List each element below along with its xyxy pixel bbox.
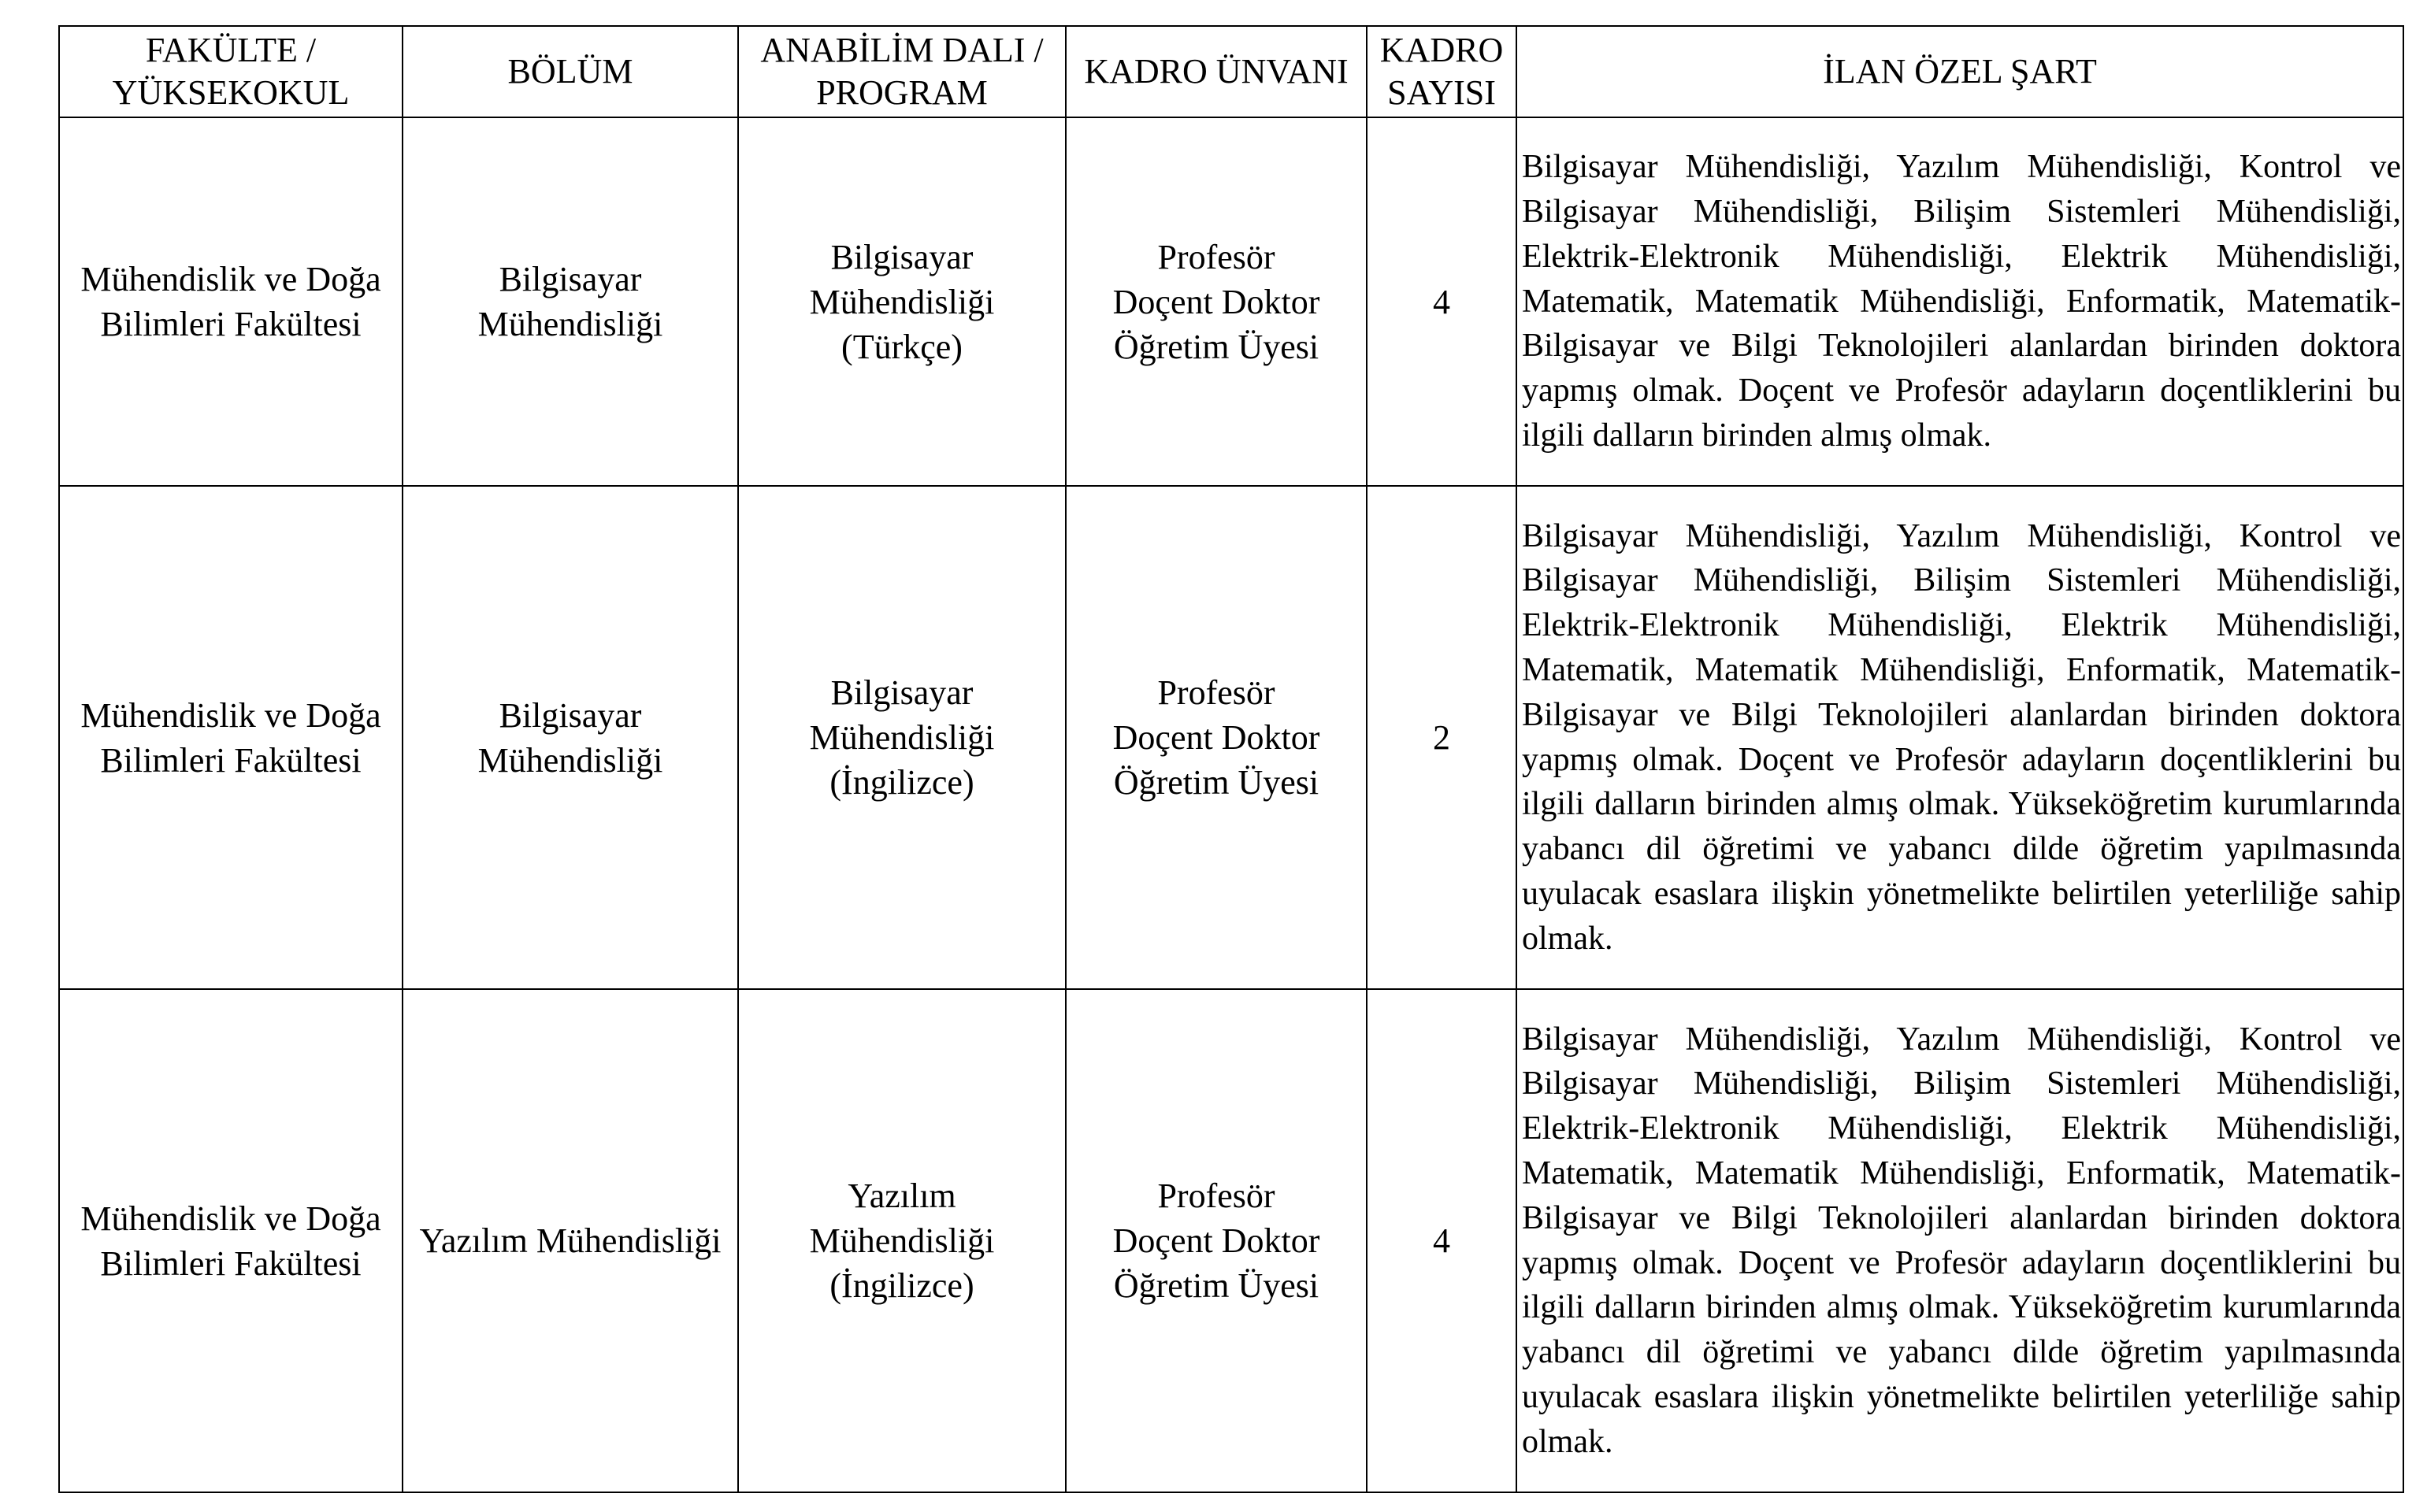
cell-line: (İngilizce) (829, 763, 974, 802)
header-anabilim-line: PROGRAM (816, 73, 988, 112)
header-fakulte (59, 26, 403, 117)
cell-line: Bilimleri Fakültesi (100, 305, 362, 343)
cell-line: Mühendisliği (809, 1221, 995, 1260)
cell-ilan-ozel-sart: Bilgisayar Mühendisliği, Yazılım Mühendisliği, Kontrol ve Bilgisayar Mühendisliği, Bilişim Sistemleri Mühendisliği, Elektrik-Elektronik Mühendisliği, Elektrik Mühendisliği, Matematik, Matematik Mühendisliği, Enformatik, Matematik-Bilgisayar ve Bilgi Teknolojileri alanlardan birinden doktora yapmış olmak. Doçent ve Profesör adayların doçentliklerini bu ilgili dalların birinden almış olmak. Yükseköğretim kurumlarında yabancı dil öğretimi ve yabancı dilde öğretim yapılmasında uyulacak esaslara ilişkin yönetmelikte belirtilen yeterliliğe sahip olmak. (1516, 486, 2403, 989)
cell-bolum (403, 486, 738, 989)
header-row (59, 26, 2403, 117)
header-kadro-unvani: KADRO ÜNVANI (1066, 26, 1367, 117)
table-row (59, 486, 2403, 989)
cell-line: Profesör (1157, 1177, 1275, 1215)
cell-line: Bilimleri Fakültesi (100, 1243, 362, 1283)
cell-line: (Türkçe) (841, 327, 963, 366)
cell-line: Mühendisliği (477, 740, 663, 780)
cell-bolum (403, 989, 738, 1492)
table-row (59, 117, 2403, 486)
cell-line: Doçent Doktor (1112, 718, 1320, 757)
cell-line: Doçent Doktor (1112, 282, 1320, 321)
header-kadro-sayisi-line: KADRO (1379, 31, 1504, 69)
cell-line: Profesör (1157, 673, 1275, 712)
cell-line: Doçent Doktor (1112, 1221, 1320, 1260)
cell-line: Mühendislik ve Doğa (80, 260, 381, 298)
cell-line: Bilgisayar (830, 673, 974, 712)
cell-line: Mühendisliği (477, 305, 663, 343)
cell-bolum (403, 117, 738, 486)
cell-fakulte (59, 486, 403, 989)
header-bolum: BÖLÜM (403, 26, 738, 117)
cell-ilan-ozel-sart: Bilgisayar Mühendisliği, Yazılım Mühendisliği, Kontrol ve Bilgisayar Mühendisliği, Bilişim Sistemleri Mühendisliği, Elektrik-Elektronik Mühendisliği, Elektrik Mühendisliği, Matematik, Matematik Mühendisliği, Enformatik, Matematik-Bilgisayar ve Bilgi Teknolojileri alanlardan birinden doktora yapmış olmak. Doçent ve Profesör adayların doçentliklerini bu ilgili dalların birinden almış olmak. Yükseköğretim kurumlarında yabancı dil öğretimi ve yabancı dilde öğretim yapılmasında uyulacak esaslara ilişkin yönetmelikte belirtilen yeterliliğe sahip olmak. (1516, 989, 2403, 1492)
cell-line: Yazılım Mühendisliği (419, 1221, 722, 1260)
cell-line: Bilgisayar (830, 237, 974, 276)
cell-line: Mühendislik ve Doğa (80, 695, 381, 735)
cell-fakulte (59, 117, 403, 486)
cell-kadro-unvani (1066, 117, 1367, 486)
header-kadro-sayisi-line: SAYISI (1387, 73, 1496, 112)
cell-line: Mühendislik ve Doğa (80, 1199, 381, 1238)
cell-line: Öğretim Üyesi (1113, 763, 1319, 802)
cell-line: Mühendisliği (809, 282, 995, 321)
kadro-ilan-table (58, 25, 2404, 1493)
header-ilan-ozel-sart: İLAN ÖZEL ŞART (1516, 26, 2403, 117)
cell-line: Profesör (1157, 237, 1275, 276)
cell-kadro-unvani (1066, 486, 1367, 989)
cell-ilan-ozel-sart: Bilgisayar Mühendisliği, Yazılım Mühendisliği, Kontrol ve Bilgisayar Mühendisliği, Bilişim Sistemleri Mühendisliği, Elektrik-Elektronik Mühendisliği, Elektrik Mühendisliği, Matematik, Matematik Mühendisliği, Enformatik, Matematik-Bilgisayar ve Bilgi Teknolojileri alanlardan birinden doktora yapmış olmak. Doçent ve Profesör adayların doçentliklerini bu ilgili dalların birinden almış olmak. (1516, 117, 2403, 486)
header-anabilim (738, 26, 1066, 117)
cell-line: Öğretim Üyesi (1113, 327, 1319, 366)
cell-line: Bilimleri Fakültesi (100, 740, 362, 780)
table-row (59, 989, 2403, 1492)
cell-kadro-sayisi: 4 (1367, 989, 1516, 1492)
cell-line: Yazılım (848, 1177, 956, 1215)
cell-line: Mühendisliği (809, 718, 995, 757)
cell-anabilim (738, 989, 1066, 1492)
cell-anabilim (738, 117, 1066, 486)
cell-line: (İngilizce) (829, 1266, 974, 1305)
cell-kadro-sayisi: 2 (1367, 486, 1516, 989)
header-anabilim-line: ANABİLİM DALI / (760, 31, 1044, 69)
cell-line: Öğretim Üyesi (1113, 1266, 1319, 1305)
cell-line: Bilgisayar (499, 695, 642, 735)
cell-kadro-unvani (1066, 989, 1367, 1492)
header-fakulte-line: YÜKSEKOKUL (112, 73, 350, 112)
cell-kadro-sayisi: 4 (1367, 117, 1516, 486)
cell-anabilim (738, 486, 1066, 989)
header-fakulte-line: FAKÜLTE / (145, 31, 317, 69)
header-kadro-sayisi (1367, 26, 1516, 117)
cell-fakulte (59, 989, 403, 1492)
cell-line: Bilgisayar (499, 260, 642, 298)
